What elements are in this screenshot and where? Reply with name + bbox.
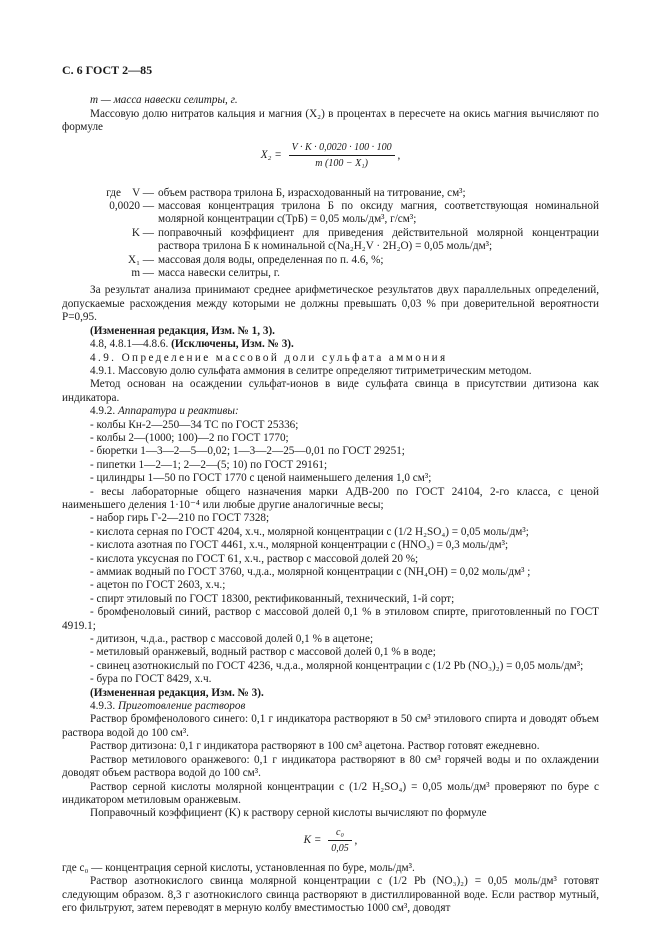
- definition-text: масса навески селитры, г.: [158, 267, 280, 280]
- list-item: - набор гирь Г-2—210 по ГОСТ 7328;: [90, 512, 270, 525]
- formula-tail: ,: [354, 834, 358, 847]
- list-item: - кислота уксусная по ГОСТ 61, х.ч., раствор с массовой долей 20 %;: [90, 552, 419, 565]
- list-item: - кислота серная по ГОСТ 4204, х.ч., молярной концентрации c (1/2 H₂SO₄) = 0,05 моль/дм³;: [90, 525, 529, 538]
- amendment-note: (Измененная редакция, Изм. № 3).: [90, 686, 264, 699]
- definition-label: где V —: [106, 186, 154, 199]
- paragraph: Раствор серной кислоты молярной концентрации c (1/2 H₂SO₄) = 0,05 моль/дм³ проверяют по буре с индикатором метиловым оранжевым.: [62, 780, 599, 806]
- formula-k: [62, 826, 599, 858]
- definition-item: [62, 187, 599, 200]
- paragraph: За результат анализа принимают среднее арифметическое результатов двух параллельных определений, допускаемые расхождения между которыми не должны превышать 0,03 % при доверительной вероятности P=0,95.: [62, 284, 599, 324]
- list-item: - бромфеноловый синий, раствор с массовой долей 0,1 % в этиловом спирте, приготовленный по ГОСТ 4919.1;: [62, 606, 599, 632]
- definition-item: [62, 254, 599, 267]
- reagents-list: [62, 419, 599, 687]
- paragraph: где c₀ — концентрация серной кислоты, установленная по буре, моль/дм³.: [62, 861, 415, 874]
- paragraph: Раствор дитизона: 0,1 г индикатора растворяют в 100 см³ ацетона. Раствор готовят ежедневно.: [90, 740, 540, 753]
- list-item: - весы лабораторные общего назначения марки АДВ-200 по ГОСТ 24104, 2-го класса, с ценой наименьшего деления 1·10⁻⁴ или любые другие аналогичные весы;: [62, 485, 599, 511]
- list-item: - кислота азотная по ГОСТ 4461, х.ч., молярной концентрации c (HNO₃) = 0,3 моль/дм³;: [90, 539, 509, 552]
- list-item: - метиловый оранжевый, водный раствор с массовой долей 0,1 % в воде;: [90, 646, 436, 659]
- list-item: - ацетон по ГОСТ 2603, х.ч.;: [90, 579, 226, 592]
- subsection-title: Аппаратура и реактивы:: [117, 405, 239, 418]
- amendment-note: (Измененная редакция, Изм. № 1, 3).: [90, 324, 275, 337]
- paragraph: Раствор азотнокислого свинца молярной концентрации c (1/2 Pb (NO₃)₂) = 0,05 моль/дм³ готовят следующим образом. 8,3 г азотнокислого свинца растворяют в дистиллированной воде. Если раствор мутный, его фильтруют, затем переводят в мерную колбу вместимостью 1000 см³, доводят: [62, 875, 599, 914]
- formula-fraction: [289, 141, 395, 171]
- paragraph: Поправочный коэффициент (K) к раствору серной кислоты вычисляют по формуле: [90, 807, 487, 820]
- definition-text: поправочный коэффициент для приведения действительной молярной концентрации раствора трилона Б к номинальной c(Na₂H₂V · 2H₂O) = 0,05 моль/дм³;: [158, 226, 599, 253]
- formula-x2: [62, 141, 599, 179]
- formula-denominator: 0,05: [331, 843, 349, 855]
- subsection-heading: [62, 700, 599, 713]
- formula-tail: ,: [397, 149, 401, 162]
- paragraph: Раствор бромфенолового синего: 0,1 г индикатора растворяют в 50 см³ этилового спирта и доводят объем раствора водой до 100 см³.: [62, 713, 599, 739]
- paragraph: [62, 338, 599, 351]
- list-item: - колбы Кн-2—250—34 ТС по ГОСТ 25336;: [90, 418, 299, 431]
- definition-label: K —: [131, 226, 154, 239]
- amendment-note: (Исключены, Изм. № 3).: [171, 338, 294, 351]
- section-heading: 4.9. Определение массовой доли сульфата аммония: [90, 351, 448, 364]
- definition-item: [62, 267, 599, 280]
- definition-item: [62, 227, 599, 254]
- definition-text: объем раствора трилона Б, израсходованный на титрование, см³;: [158, 186, 466, 199]
- list-item: - колбы 2—(1000; 100)—2 по ГОСТ 1770;: [90, 431, 289, 444]
- formula-lhs: K =: [303, 833, 322, 846]
- list-item: - бура по ГОСТ 8429, х.ч.: [90, 673, 212, 686]
- paragraph: Метод основан на осаждении сульфат-ионов в виде сульфата свинца в присутствии дитизона как индикатора.: [62, 378, 599, 404]
- formula-denominator: m (100 − X₁): [315, 158, 368, 170]
- definition-text: массовая доля воды, определенная по п. 4.6, %;: [158, 253, 384, 266]
- definition-item: [62, 200, 599, 227]
- formula-fraction: [328, 826, 352, 856]
- paragraph: Массовую долю нитратов кальция и магния (X₂) в процентах в пересчете на окись магния вычисляют по формуле: [62, 107, 599, 134]
- subsection-title: Приготовление растворов: [117, 700, 246, 713]
- formula-lhs: X₂ =: [260, 148, 282, 161]
- definition-label: m —: [131, 267, 154, 280]
- subsection-number: 4.9.3.: [90, 700, 118, 713]
- list-item: - спирт этиловый по ГОСТ 18300, ректификованный, технический, 1-й сорт;: [90, 592, 455, 605]
- formula-numerator: V · K · 0,0020 · 100 · 100: [289, 141, 395, 156]
- paragraph: Раствор метилового оранжевого: 0,1 г индикатора растворяют в 80 см³ горячей воды и по охлаждении доводят объем раствора водой до 100 см³.: [62, 753, 599, 780]
- subsection-number: 4.9.2.: [90, 405, 118, 418]
- subsection-heading: [62, 405, 599, 418]
- formula-numerator: c₀: [328, 826, 352, 841]
- section-ref: 4.8, 4.8.1—4.8.6.: [90, 338, 172, 351]
- definitions-list: [62, 187, 599, 281]
- list-item: - свинец азотнокислый по ГОСТ 4236, ч.д.а., молярной концентрации c (1/2 Pb (NO₃)₂) = 0,05 моль/дм³;: [90, 659, 584, 672]
- definition-label: X₁ —: [128, 253, 154, 266]
- document-body: [62, 94, 599, 915]
- page-header: С. 6 ГОСТ 2—85: [62, 63, 153, 77]
- list-item: - пипетки 1—2—1; 2—2—(5; 10) по ГОСТ 29161;: [90, 458, 328, 471]
- paragraph: m — масса навески селитры, г.: [90, 94, 238, 107]
- list-item: - бюретки 1—3—2—5—0,02; 1—3—2—25—0,01 по ГОСТ 29251;: [90, 445, 405, 458]
- list-item: - аммиак водный по ГОСТ 3760, ч.д.а., молярной концентрации c (NH₄OH) = 0,02 моль/дм³ ;: [90, 566, 531, 578]
- definition-label: 0,0020 —: [109, 200, 154, 213]
- definition-text: массовая концентрация трилона Б по оксиду магния, соответствующая номинальной молярной концентрации c(ТрБ) = 0,05 моль/дм³, г/см³;: [158, 200, 599, 226]
- list-item: - дитизон, ч.д.а., раствор с массовой долей 0,1 % в ацетоне;: [90, 633, 374, 646]
- paragraph: 4.9.1. Массовую долю сульфата аммония в селитре определяют титриметрическим методом.: [90, 364, 532, 377]
- list-item: - цилиндры 1—50 по ГОСТ 1770 с ценой наименьшего деления 1,0 см³;: [90, 472, 432, 485]
